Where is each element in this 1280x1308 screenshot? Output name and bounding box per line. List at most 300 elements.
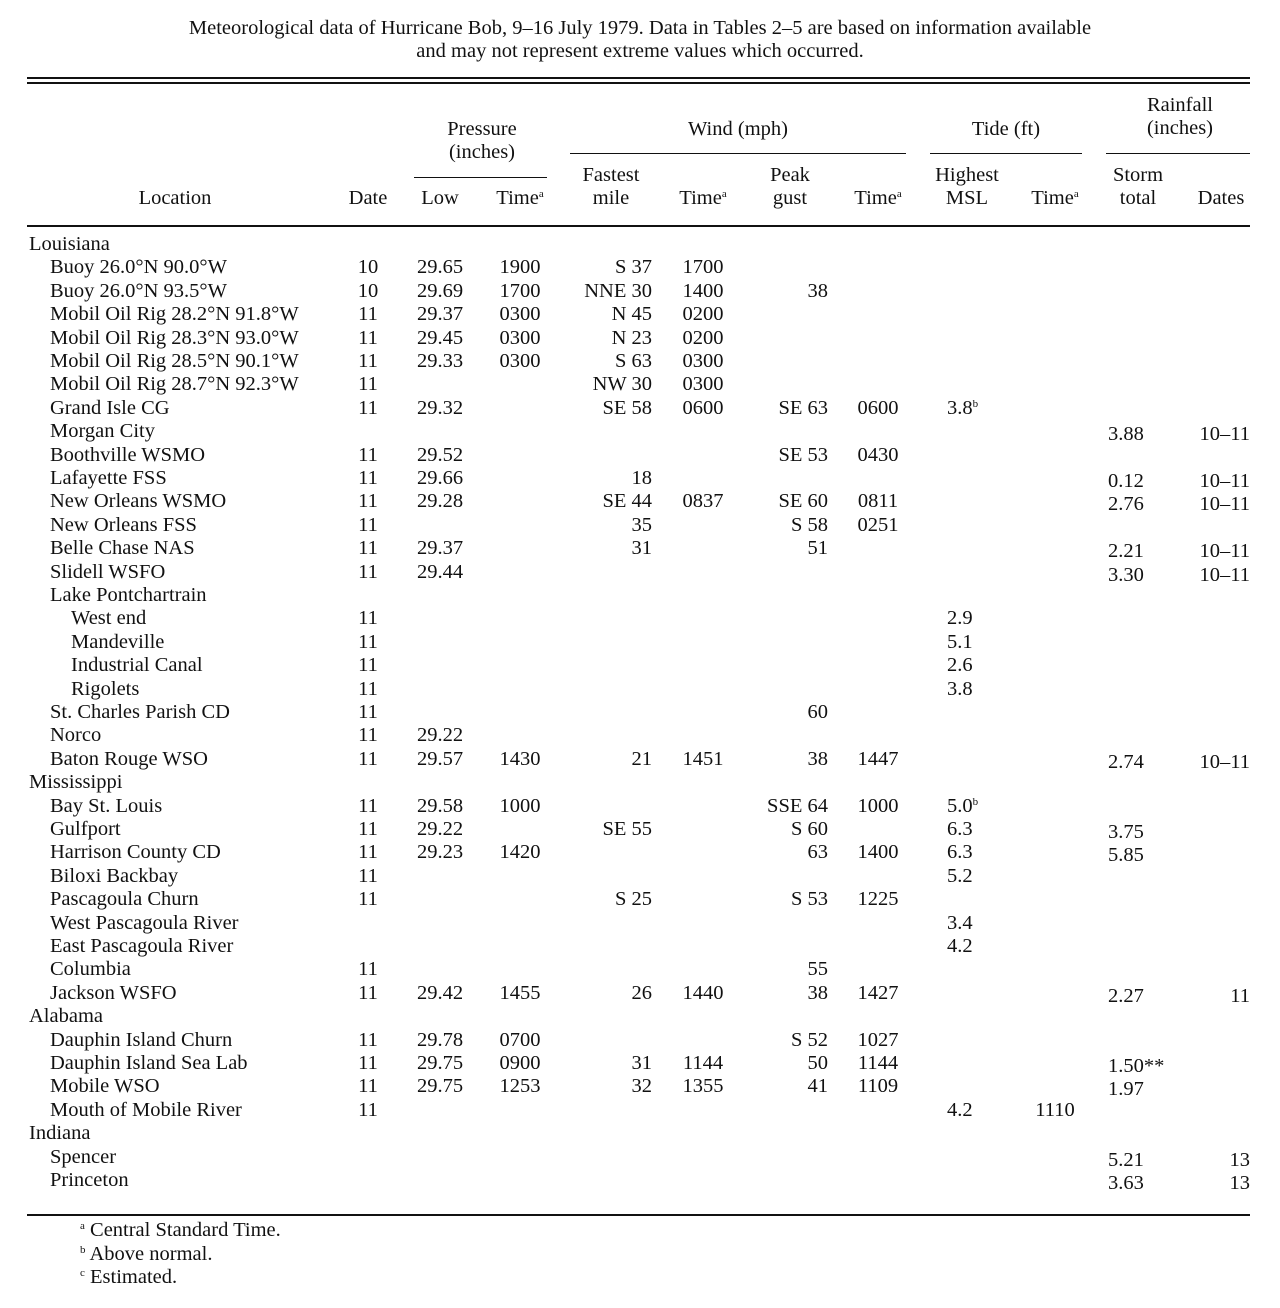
cell-fastest-time: [668, 280, 738, 303]
caption-line-2: and may not represent extreme values which occurred.: [416, 40, 864, 62]
cell-peak-gust-value: 38: [807, 981, 828, 1004]
cell-fastest-mile-value: 21: [631, 747, 652, 770]
cell-date: [338, 1075, 398, 1098]
cell-date-value: 11: [358, 794, 378, 817]
cell-date: [338, 373, 398, 396]
header-pressure-line1: Pressure: [447, 118, 517, 140]
cell-peak-gust: [740, 1029, 828, 1052]
cell-fastest-time: [668, 982, 738, 1005]
cell-peak-gust-value: SE 63: [778, 396, 828, 419]
cell-pressure-time-value: 1420: [499, 841, 541, 864]
cell-date: [338, 982, 398, 1005]
cell-pressure-low: [405, 841, 475, 864]
cell-tide-msl-value: 2.6: [947, 654, 973, 677]
footnote-mark: c: [80, 1267, 85, 1279]
cell-peak-gust: [740, 701, 828, 724]
cell-date-value: 11: [358, 747, 378, 770]
cell-tide-msl: [947, 841, 997, 864]
cell-tide-msl-value: 5.0: [947, 794, 973, 817]
cell-storm-total: [1108, 1149, 1188, 1172]
cell-pressure-low: [405, 303, 475, 326]
cell-gust-time-value: 0811: [857, 490, 899, 513]
cell-storm-total-value: 2.27: [1108, 984, 1144, 1007]
cell-location: Mouth of Mobile River: [50, 1098, 242, 1121]
cell-pressure-low: [405, 1052, 475, 1075]
cell-location: Columbia: [50, 958, 131, 981]
cell-fastest-time-value: 1400: [682, 279, 724, 302]
cell-date-value: 11: [358, 607, 378, 630]
header-low: Low: [421, 187, 459, 209]
cell-pressure-time-value: 1900: [499, 256, 541, 279]
cell-pressure-time: [485, 982, 555, 1005]
cell-location: Pascagoula Churn: [50, 888, 199, 911]
cell-date-value: 11: [358, 818, 378, 840]
cell-tide-msl: [947, 818, 997, 841]
header-date: Date: [348, 187, 388, 209]
cell-fastest-mile: [560, 397, 652, 420]
cell-date-value: 11: [358, 864, 378, 887]
cell-tide-msl: [947, 678, 997, 701]
cell-date-value: 11: [358, 654, 378, 677]
cell-date: [338, 958, 398, 981]
cell-date-value: 11: [358, 513, 378, 536]
cell-fastest-time-value: 1355: [682, 1075, 724, 1098]
cell-fastest-mile: [560, 467, 652, 490]
cell-date: [338, 397, 398, 420]
footnote-text: Central Standard Time.: [84, 1219, 281, 1241]
cell-fastest-time-value: 1440: [682, 981, 724, 1004]
cell-location: Mobil Oil Rig 28.5°N 90.1°W: [50, 350, 299, 372]
cell-fastest-time: [668, 327, 738, 350]
cell-date: [338, 678, 398, 701]
cell-gust-time: [843, 888, 913, 911]
cell-pressure-low: [405, 724, 475, 747]
bottom-rule: [27, 1214, 1250, 1216]
cell-location: Boothville WSMO: [50, 443, 206, 466]
cell-rain-dates-value: 13: [1229, 1172, 1250, 1194]
cell-tide-msl: [947, 397, 997, 420]
cell-peak-gust: [740, 841, 828, 864]
cell-fastest-mile: [560, 514, 652, 537]
cell-peak-gust: [740, 280, 828, 303]
cell-pressure-time-value: 0300: [499, 326, 541, 349]
cell-fastest-mile-value: NNE 30: [584, 279, 652, 302]
header-pressure-line2: (inches): [448, 141, 516, 163]
cell-location: Morgan City: [50, 420, 155, 443]
header-fastest-line2: mile: [592, 187, 630, 209]
cell-date: [338, 607, 398, 630]
cell-peak-gust: [740, 982, 828, 1005]
cell-pressure-low-value: 29.22: [416, 818, 464, 840]
cell-pressure-time: [485, 350, 555, 373]
cell-date: [338, 888, 398, 911]
cell-date: [338, 795, 398, 818]
cell-pressure-low: [405, 818, 475, 841]
cell-date-value: 11: [358, 326, 378, 349]
cell-gust-time-value: 1027: [857, 1028, 899, 1051]
cell-location: Biloxi Backbay: [50, 864, 179, 887]
cell-pressure-low: [405, 1029, 475, 1052]
cell-fastest-mile-value: SE 55: [602, 818, 652, 840]
cell-fastest-mile-value: 35: [631, 513, 652, 536]
cell-date-value: 10: [357, 256, 379, 279]
cell-rain-dates: [1180, 1149, 1250, 1172]
cell-date-value: 11: [358, 724, 378, 747]
cell-rain-dates: [1180, 470, 1250, 493]
cell-tide-msl-value: 3.8: [947, 677, 973, 700]
cell-location: Belle Chase NAS: [50, 537, 195, 560]
cell-pressure-low-value: 29.37: [416, 303, 464, 326]
cell-fastest-time: [668, 256, 738, 279]
cell-pressure-low-value: 29.58: [416, 794, 464, 817]
header-peak-line1: Peak: [770, 164, 810, 186]
cell-gust-time: [843, 490, 913, 513]
cell-gust-time-value: 1447: [857, 747, 899, 770]
cell-gust-time-value: 0251: [857, 513, 899, 536]
cell-storm-total: [1108, 493, 1188, 516]
cell-tide-msl-value: 3.4: [947, 911, 973, 934]
cell-peak-gust-value: S 53: [790, 888, 828, 911]
cell-pressure-low-value: 29.23: [416, 841, 464, 864]
cell-date: [338, 350, 398, 373]
cell-date-value: 11: [358, 841, 378, 864]
header-gust-time: [843, 187, 913, 210]
header-highest-msl: [922, 164, 1012, 210]
cell-location: West Pascagoula River: [50, 911, 239, 934]
cell-pressure-time-value: 1000: [499, 794, 541, 817]
cell-rain-dates: [1180, 564, 1250, 587]
cell-pressure-low-value: 29.75: [416, 1052, 464, 1074]
cell-pressure-low: [405, 748, 475, 771]
cell-pressure-time-value: 0300: [499, 303, 541, 326]
cell-date-value: 11: [358, 1075, 378, 1098]
cell-peak-gust: [740, 1075, 828, 1098]
cell-rain-dates-value: 10–11: [1199, 493, 1250, 516]
cell-storm-total-value: 0.12: [1108, 470, 1144, 492]
cell-date: [338, 1029, 398, 1052]
cell-pressure-time: [485, 1029, 555, 1052]
cell-storm-total: [1108, 751, 1188, 774]
cell-gust-time: [843, 1029, 913, 1052]
top-rule: [27, 77, 1250, 79]
cell-tide-msl: [947, 654, 997, 677]
cell-fastest-time: [668, 397, 738, 420]
cell-date-value: 11: [358, 677, 378, 700]
cell-location: Mobil Oil Rig 28.2°N 91.8°W: [50, 303, 299, 326]
cell-date: [338, 1052, 398, 1075]
cell-pressure-low: [405, 795, 475, 818]
cell-rain-dates: [1180, 423, 1250, 446]
cell-date-value: 11: [358, 701, 378, 723]
cell-peak-gust-value: 51: [807, 537, 828, 560]
cell-rain-dates: [1180, 985, 1250, 1008]
cell-location: New Orleans FSS: [50, 513, 197, 536]
cell-pressure-time: [485, 327, 555, 350]
cell-fastest-mile-value: N 45: [611, 303, 652, 326]
header-fastest-mile: [565, 164, 657, 210]
cell-date: [338, 327, 398, 350]
header-rainfall-line1: Rainfall: [1146, 94, 1214, 116]
cell-date-value: 11: [358, 1052, 378, 1074]
cell-date: [338, 1099, 398, 1122]
cell-storm-total: [1108, 540, 1188, 563]
cell-gust-time: [843, 982, 913, 1005]
header-time-text: Time: [1031, 187, 1074, 209]
cell-pressure-low-value: 29.22: [416, 724, 464, 747]
cell-fastest-time-value: 0300: [682, 350, 724, 372]
cell-fastest-time-value: 1700: [682, 256, 724, 279]
cell-pressure-low-value: 29.57: [416, 747, 464, 770]
caption: [0, 17, 1280, 63]
footnote-mark: b: [972, 795, 979, 808]
cell-location: East Pascagoula River: [50, 935, 234, 957]
cell-date-value: 11: [358, 981, 378, 1004]
cell-rain-dates-value: 10–11: [1199, 423, 1250, 446]
cell-pressure-low: [405, 280, 475, 303]
cell-fastest-mile: [560, 303, 652, 326]
footnote: [80, 1243, 212, 1266]
cell-gust-time: [843, 841, 913, 864]
cell-pressure-low-value: 29.45: [416, 326, 464, 349]
cell-date-value: 11: [358, 396, 378, 419]
cell-tide-msl: [947, 1099, 997, 1122]
cell-date-value: 11: [358, 537, 378, 560]
cell-pressure-low: [405, 397, 475, 420]
cell-location: Industrial Canal: [71, 654, 203, 677]
cell-fastest-mile-value: N 23: [611, 326, 652, 349]
cell-date: [338, 654, 398, 677]
cell-location: Dauphin Island Sea Lab: [50, 1052, 248, 1074]
cell-gust-time-value: 0430: [857, 443, 899, 466]
header-wind: Wind (mph): [688, 118, 788, 140]
cell-tide-msl-value: 3.8: [947, 396, 973, 419]
cell-tide-msl: [947, 795, 997, 818]
header-storm-line2: total: [1119, 187, 1157, 209]
header-highest-line1: Highest: [935, 164, 999, 186]
cell-location: Gulfport: [50, 818, 121, 840]
header-highest-line2: MSL: [945, 187, 989, 209]
cell-fastest-mile-value: NW 30: [592, 373, 652, 396]
cell-fastest-mile: [560, 256, 652, 279]
cell-fastest-time: [668, 303, 738, 326]
cell-gust-time: [843, 1075, 913, 1098]
footnote-text: Above normal.: [85, 1242, 213, 1265]
cell-tide-msl: [947, 935, 997, 958]
cell-location: Bay St. Louis: [50, 794, 163, 817]
cell-gust-time-value: 1109: [857, 1075, 899, 1098]
cell-fastest-time-value: 0600: [682, 396, 724, 419]
cell-date-value: 11: [358, 373, 378, 396]
cell-gust-time: [843, 748, 913, 771]
cell-storm-total: [1108, 1055, 1188, 1078]
cell-date-value: 11: [358, 490, 378, 513]
cell-fastest-mile: [560, 350, 652, 373]
cell-location: Lake Pontchartrain: [50, 584, 207, 606]
cell-pressure-low-value: 29.78: [416, 1028, 464, 1051]
cell-storm-total: [1108, 564, 1188, 587]
cell-tide-msl-value: 2.9: [947, 607, 973, 630]
cell-pressure-low: [405, 1075, 475, 1098]
cell-fastest-mile-value: 32: [631, 1075, 652, 1098]
cell-pressure-low: [405, 327, 475, 350]
cell-pressure-time-value: 0700: [499, 1028, 541, 1051]
cell-location: Mobil Oil Rig 28.3°N 93.0°W: [50, 326, 299, 349]
cell-fastest-time: [668, 373, 738, 396]
cell-pressure-time-value: 1455: [499, 981, 541, 1004]
cell-date: [338, 701, 398, 724]
cell-location: Buoy 26.0°N 93.5°W: [50, 279, 227, 302]
cell-peak-gust: [740, 748, 828, 771]
cell-pressure-low-value: 29.52: [416, 443, 464, 466]
cell-fastest-time-value: 0200: [682, 303, 724, 326]
cell-fastest-time-value: 0837: [682, 490, 724, 513]
wind-rule: [570, 153, 906, 154]
cell-storm-total-value: 3.88: [1108, 423, 1144, 446]
footnote-mark-a: a: [1073, 188, 1079, 200]
cell-gust-time: [843, 514, 913, 537]
cell-date: [338, 256, 398, 279]
footnote-mark-a: a: [721, 188, 727, 200]
cell-fastest-mile: [560, 280, 652, 303]
cell-fastest-time-value: 0300: [682, 373, 724, 396]
cell-rain-dates-value: 11: [1230, 984, 1250, 1007]
cell-location: Slidell WSFO: [50, 560, 166, 583]
cell-tide-msl-value: 4.2: [947, 935, 973, 957]
cell-pressure-low: [405, 256, 475, 279]
cell-date-value: 11: [358, 350, 378, 372]
cell-tide-time-value: 1110: [1035, 1098, 1075, 1121]
cell-fastest-mile-value: 26: [631, 981, 652, 1004]
header-tide: Tide (ft): [971, 118, 1041, 140]
header-tide-time: [1020, 187, 1090, 210]
footnote: [80, 1266, 177, 1289]
header-pressure-time: [485, 187, 555, 210]
cell-peak-gust: [740, 514, 828, 537]
cell-rain-dates-value: 10–11: [1199, 563, 1250, 586]
cell-storm-total-value: 1.97: [1108, 1078, 1144, 1101]
cell-peak-gust-value: SSE 64: [767, 794, 828, 817]
cell-location: Baton Rouge WSO: [50, 747, 208, 770]
cell-gust-time-value: 1225: [857, 888, 899, 911]
cell-date: [338, 865, 398, 888]
cell-location: Grand Isle CG: [50, 396, 170, 419]
cell-tide-msl-value: 5.1: [947, 630, 973, 653]
cell-gust-time: [843, 444, 913, 467]
cell-pressure-time-value: 1700: [499, 279, 541, 302]
cell-date: [338, 514, 398, 537]
cell-gust-time: [843, 397, 913, 420]
cell-location: New Orleans WSMO: [50, 490, 227, 513]
cell-date-value: 10: [357, 279, 379, 302]
cell-storm-total-value: 2.76: [1108, 493, 1144, 516]
cell-storm-total-value: 2.21: [1108, 540, 1144, 563]
cell-gust-time-value: 1400: [857, 841, 899, 864]
cell-peak-gust: [740, 818, 828, 841]
cell-fastest-mile-value: SE 58: [602, 396, 652, 419]
cell-fastest-time: [668, 1075, 738, 1098]
cell-fastest-mile: [560, 818, 652, 841]
cell-date: [338, 724, 398, 747]
cell-date: [338, 748, 398, 771]
cell-pressure-time: [485, 795, 555, 818]
cell-pressure-time: [485, 841, 555, 864]
cell-tide-msl-value: 4.2: [947, 1098, 973, 1121]
cell-date: [338, 631, 398, 654]
cell-location: Dauphin Island Churn: [50, 1028, 233, 1051]
cell-storm-total-value: 3.30: [1108, 563, 1144, 586]
cell-peak-gust-value: 38: [807, 279, 828, 302]
cell-storm-total: [1108, 423, 1188, 446]
header-bottom-rule: [27, 225, 1250, 227]
cell-date-value: 11: [358, 958, 378, 981]
cell-gust-time-value: 1144: [857, 1052, 899, 1074]
cell-pressure-time: [485, 748, 555, 771]
header-rainfall: [1105, 94, 1255, 140]
cell-pressure-low-value: 29.65: [416, 256, 464, 279]
cell-date: [338, 818, 398, 841]
cell-date: [338, 280, 398, 303]
cell-date: [338, 467, 398, 490]
cell-rain-dates: [1180, 1172, 1250, 1195]
cell-fastest-mile-value: SE 44: [602, 490, 652, 513]
cell-date: [338, 303, 398, 326]
cell-storm-total: [1108, 470, 1188, 493]
cell-fastest-mile: [560, 982, 652, 1005]
rainfall-rule: [1106, 153, 1250, 154]
cell-location: West end: [71, 607, 147, 630]
cell-rain-dates: [1180, 540, 1250, 563]
cell-gust-time: [843, 1052, 913, 1075]
header-peak-line2: gust: [772, 187, 808, 209]
header-peak-gust: [750, 164, 830, 210]
cell-location: Mobil Oil Rig 28.7°N 92.3°W: [50, 373, 299, 396]
cell-tide-msl: [947, 912, 997, 935]
cell-fastest-mile-value: 18: [631, 467, 652, 489]
cell-pressure-time: [485, 303, 555, 326]
pressure-rule: [414, 177, 547, 178]
cell-storm-total-value: 1.50**: [1108, 1055, 1165, 1077]
cell-rain-dates-value: 10–11: [1199, 470, 1250, 492]
cell-fastest-mile: [560, 490, 652, 513]
cell-location: Buoy 26.0°N 90.0°W: [50, 256, 227, 279]
cell-pressure-time-value: 1430: [499, 747, 541, 770]
cell-date: [338, 561, 398, 584]
footnote-mark: b: [80, 1243, 86, 1256]
cell-storm-total-value: 5.21: [1108, 1148, 1144, 1171]
cell-tide-msl-value: 5.2: [947, 864, 973, 887]
cell-pressure-low-value: 29.42: [416, 981, 464, 1004]
cell-location: St. Charles Parish CD: [50, 701, 230, 723]
header-time-text: Time: [496, 187, 539, 209]
cell-gust-time-value: 1427: [857, 981, 899, 1004]
cell-tide-msl-value: 6.3: [947, 818, 973, 840]
cell-fastest-time-value: 1144: [682, 1052, 724, 1074]
cell-tide-time: [1020, 1099, 1090, 1122]
cell-peak-gust: [740, 490, 828, 513]
cell-pressure-time: [485, 1052, 555, 1075]
cell-fastest-mile-value: S 63: [614, 350, 652, 372]
cell-fastest-mile: [560, 748, 652, 771]
header-pressure: [402, 118, 562, 164]
cell-tide-msl: [947, 865, 997, 888]
cell-storm-total: [1108, 844, 1188, 867]
cell-peak-gust-value: 50: [807, 1052, 828, 1074]
cell-date: [338, 490, 398, 513]
cell-fastest-mile-value: 31: [631, 537, 652, 560]
cell-storm-total-value: 3.75: [1108, 821, 1144, 843]
cell-date-value: 11: [358, 443, 378, 466]
cell-storm-total: [1108, 1172, 1188, 1195]
